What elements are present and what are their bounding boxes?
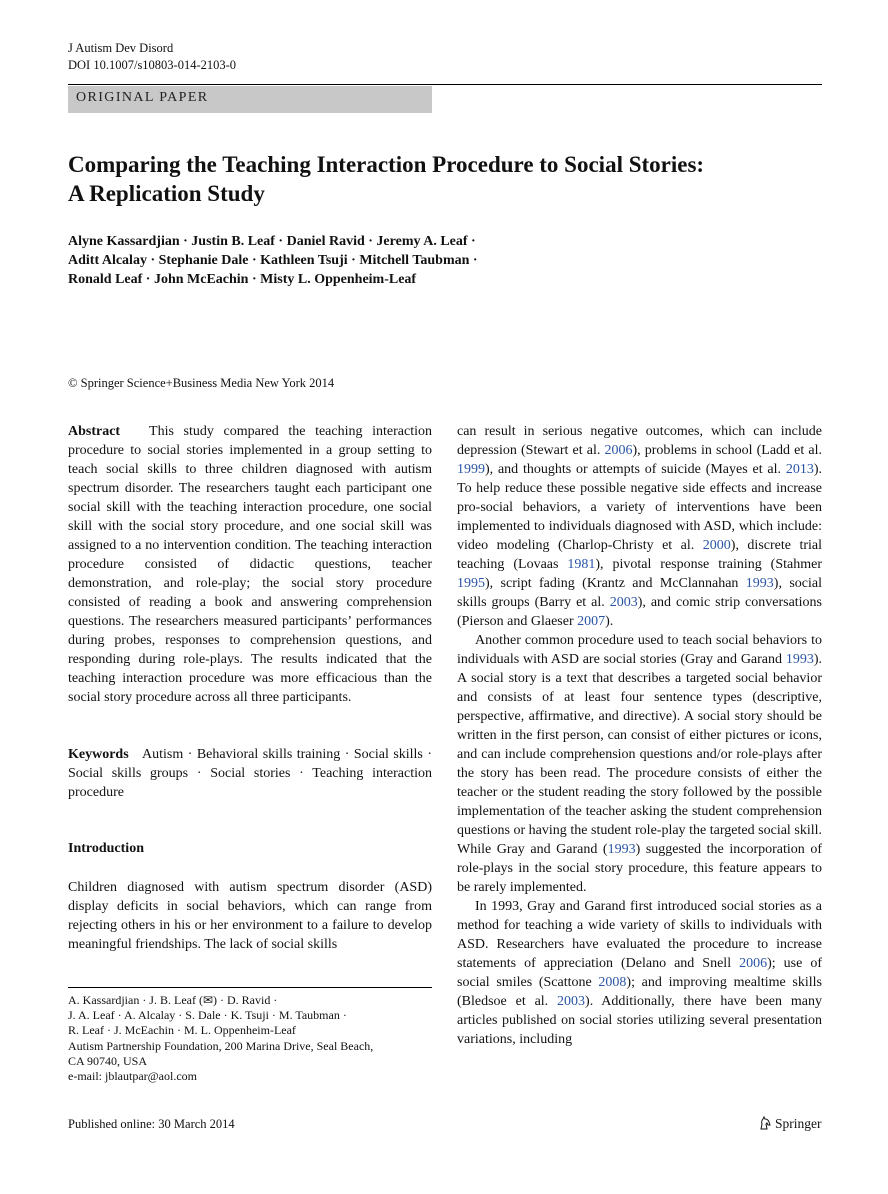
- abstract: [68, 422, 432, 707]
- keywords-text: Autism · Behavioral skills training · Social skills · Social skills groups · Social stories · Teaching interaction procedure: [68, 747, 432, 800]
- paragraph-text: ). Additionally, there have been many articles published on social stories utilizing several presentation variations, including: [457, 994, 822, 1047]
- body-paragraph-1: [457, 422, 822, 631]
- citation-year-link[interactable]: 2000: [702, 538, 731, 553]
- citation-year-link[interactable]: 2008: [598, 975, 627, 990]
- title-line-1: Comparing the Teaching Interaction Procedure to Social Stories:: [68, 152, 705, 177]
- citation-year-link[interactable]: 1999: [457, 462, 485, 477]
- authors-line-2: Aditt Alcalay · Stephanie Dale · Kathleen Tsuji · Mitchell Taubman ·: [68, 253, 478, 268]
- author-list: [68, 232, 822, 289]
- paper-title: [68, 150, 822, 208]
- journal-header: [68, 40, 236, 74]
- paragraph-text: Another common procedure used to teach social behaviors to individuals with ASD are social stories (Gray and Garand: [457, 633, 822, 667]
- right-column-body: [457, 422, 822, 1049]
- paragraph-text: In 1993, Gray and Garand first introduced social stories as a method for teaching a wide variety of skills to individuals with ASD. Researchers have evaluated the procedure to increase statements of appreciation (Delano and Snell: [457, 899, 822, 971]
- paragraph-text: ), pivotal response training (Stahmer: [595, 557, 822, 572]
- affiliation-line-2: J. A. Leaf · A. Alcalay · S. Dale · K. Tsuji · M. Taubman ·: [68, 1008, 347, 1023]
- paragraph-text: ). To help reduce these possible negative side effects and increase pro-social behaviors, a variety of interventions have been implemented to individuals diagnosed with ASD, which include: video modeling (Charlop-Christy et al.: [457, 462, 822, 553]
- affiliation-line-5: CA 90740, USA: [68, 1053, 148, 1068]
- paragraph-text: ) suggested the incorporation of role-plays in the social story procedure, this feature appears to be rarely implemented.: [457, 842, 822, 895]
- springer-horse-icon: [758, 1116, 772, 1130]
- publication-date: Published online: 30 March 2014: [68, 1117, 235, 1131]
- paragraph-text: ), script fading (Krantz and McClannahan: [485, 576, 746, 591]
- affiliation-line-3: R. Leaf · J. McEachin · M. L. Oppenheim-Leaf: [68, 1023, 296, 1038]
- header-rule: [68, 84, 822, 85]
- author-affiliation: [68, 993, 432, 1084]
- author-email[interactable]: e-mail: jblautpar@aol.com: [68, 1069, 198, 1084]
- citation-year-link[interactable]: 1993: [745, 576, 774, 591]
- abstract-label: Abstract: [68, 424, 121, 439]
- article-type-label: ORIGINAL PAPER: [76, 90, 209, 105]
- citation-year-link[interactable]: 1993: [785, 652, 814, 667]
- abstract-text: This study compared the teaching interaction procedure to social stories implemented in a group setting to teach social skills to three children diagnosed with autism spectrum disorder. The researchers taught each participant one social skill with the teaching interaction procedure, one social skill with the social story procedure, and one social skill was assigned to a no intervention condition. The teaching interaction procedure consisted of didactic questions, teacher demonstration, and role-play; the social story procedure consisted of reading a book and answering comprehension questions. The researchers measured participants’ performances during probes, responses to comprehension questions, and responding during role-plays. The results indicated that the teaching interaction procedure was more efficacious than the social story procedure across all three participants.: [68, 424, 432, 705]
- paragraph-text: ), social skills groups (Barry et al.: [457, 576, 822, 610]
- citation-year-link[interactable]: 2003: [609, 595, 638, 610]
- citation-year-link[interactable]: 1995: [457, 576, 485, 591]
- citation-year-link[interactable]: 2007: [577, 614, 606, 629]
- section-heading-introduction: Introduction: [68, 841, 144, 856]
- paragraph-text: ), and comic strip conversations (Pierson and Glaeser: [457, 595, 823, 629]
- authors-line-1: Alyne Kassardjian · Justin B. Leaf · Daniel Ravid · Jeremy A. Leaf ·: [68, 234, 476, 249]
- authors-line-3: Ronald Leaf · John McEachin · Misty L. Oppenheim-Leaf: [68, 272, 417, 287]
- paragraph-text: ); and improving mealtime skills (Bledsoe et al.: [457, 975, 822, 1009]
- citation-year-link[interactable]: 1981: [567, 557, 596, 572]
- citation-year-link[interactable]: 2006: [739, 956, 768, 971]
- paragraph-text: ).: [605, 614, 614, 629]
- paragraph-text: ), discrete trial teaching (Lovaas: [457, 538, 822, 572]
- body-paragraph-2: [457, 631, 822, 897]
- introduction-paragraph: [68, 878, 432, 954]
- body-paragraph-3: [457, 897, 822, 1049]
- paragraph-text: ); use of social smiles (Scattone: [457, 956, 822, 990]
- publisher-logo: [758, 1116, 822, 1132]
- intro-text: Children diagnosed with autism spectrum disorder (ASD) display deficits in social behaviors, which can range from rejecting others in his or her environment to a failure to develop meaningful friendships. The lack of social skills: [68, 880, 432, 952]
- citation-year-link[interactable]: 2003: [557, 994, 586, 1009]
- paragraph-text: ). A social story is a text that describes a targeted social behavior and consists of at least four sentence types (descriptive, perspective, affirmative, and directive). A social story should be written in the first person, can consist of either pictures or icons, and can include comprehension questions and/or role-plays after the story has been read. The procedure consists of either the teacher or the student reading the story followed by the possible implementation of the teacher asking the student comprehension questions or having the student role-play the targeted social skill. While Gray and Garand (: [457, 652, 822, 857]
- keywords: [68, 745, 432, 802]
- journal-name: J Autism Dev Disord: [68, 41, 174, 55]
- citation-year-link[interactable]: 1993: [607, 842, 636, 857]
- copyright: © Springer Science+Business Media New York 2014: [68, 376, 335, 390]
- paragraph-text: ), problems in school (Ladd et al.: [632, 443, 822, 458]
- affiliation-line-1: A. Kassardjian · J. B. Leaf (✉) · D. Ravid ·: [68, 993, 278, 1007]
- title-line-2: A Replication Study: [68, 181, 265, 206]
- keywords-label: Keywords: [68, 747, 129, 762]
- footnote-rule: [68, 987, 432, 988]
- paragraph-text: can result in serious negative outcomes, which can include depression (Stewart et al.: [457, 424, 822, 458]
- doi[interactable]: DOI 10.1007/s10803-014-2103-0: [68, 58, 237, 72]
- paragraph-text: ), and thoughts or attempts of suicide (Mayes et al.: [485, 462, 786, 477]
- citation-year-link[interactable]: 2013: [785, 462, 814, 477]
- affiliation-line-4: Autism Partnership Foundation, 200 Marina Drive, Seal Beach,: [68, 1038, 374, 1053]
- article-type-banner: [68, 86, 432, 113]
- publisher-name: Springer: [775, 1116, 822, 1131]
- citation-year-link[interactable]: 2006: [604, 443, 633, 458]
